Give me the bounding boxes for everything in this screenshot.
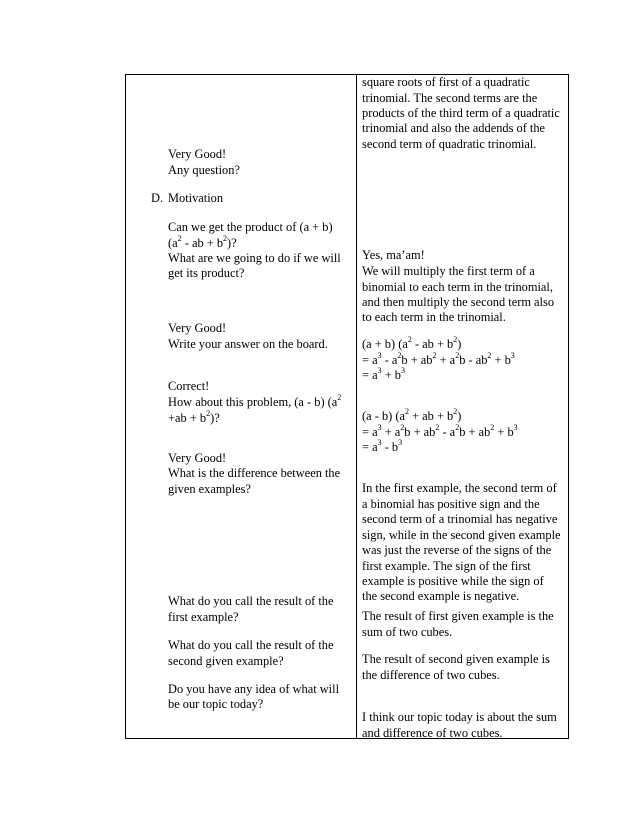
question-result1-line2: first example? bbox=[168, 610, 239, 624]
sum-equation-line3: = $a^3 + b^3$ bbox=[362, 365, 405, 382]
answer-paragraph-line: The result of first given example is the bbox=[362, 609, 554, 623]
question-result2-line1: What do you call the result of the bbox=[168, 638, 334, 652]
question-difference-line1: How about this problem, (a - b) ($a^2$ bbox=[168, 392, 342, 409]
yes-maam-text: Yes, ma’am! bbox=[362, 248, 425, 262]
question-topic-line2: be our topic today? bbox=[168, 697, 264, 711]
difference-equation-line3: = $a^3 - b^3$ bbox=[362, 437, 403, 454]
correct-text: Correct! bbox=[168, 379, 210, 393]
answer-paragraph-line: trinomial and also the addends of the bbox=[362, 121, 546, 135]
question-result2-line2: second given example? bbox=[168, 654, 284, 668]
section-title: Motivation bbox=[168, 191, 224, 205]
question-compare-line1: What is the difference between the bbox=[168, 466, 341, 480]
question-result1-line1: What do you call the result of the bbox=[168, 594, 334, 608]
answer-paragraph-line: In the first example, the second term of bbox=[362, 481, 557, 495]
answer-paragraph-line: example is positive while the sign of bbox=[362, 574, 544, 588]
answer-paragraph-line: the second example is negative. bbox=[362, 589, 520, 603]
answer-paragraph-line: second term of quadratic trinomial. bbox=[362, 137, 537, 151]
answer-paragraph-line: a binomial has positive sign and the bbox=[362, 497, 540, 511]
question-product-line4: get its product? bbox=[168, 266, 245, 280]
very-good-text: Very Good! bbox=[168, 451, 227, 465]
answer-paragraph-line: The result of second given example is bbox=[362, 652, 550, 666]
write-answer-text: Write your answer on the board. bbox=[168, 337, 328, 351]
answer-paragraph-line: binomial to each term in the trinomial, bbox=[362, 280, 553, 294]
answer-paragraph-line: and then multiply the second term also bbox=[362, 295, 555, 309]
answer-paragraph-line: was just the reverse of the signs of the bbox=[362, 543, 552, 557]
question-product-line1: Can we get the product of (a + b) bbox=[168, 220, 333, 234]
question-topic-line1: Do you have any idea of what will bbox=[168, 682, 340, 696]
any-question-text: Any question? bbox=[168, 163, 240, 177]
answer-paragraph-line: first example. The sign of the first bbox=[362, 559, 531, 573]
answer-paragraph-line: and difference of two cubes. bbox=[362, 726, 503, 740]
answer-paragraph-line: second term of a trinomial has negative bbox=[362, 512, 558, 526]
very-good-text: Very Good! bbox=[168, 147, 227, 161]
answer-paragraph-line: I think our topic today is about the sum bbox=[362, 710, 557, 724]
answer-paragraph-line: the difference of two cubes. bbox=[362, 668, 500, 682]
answer-paragraph-line: sum of two cubes. bbox=[362, 625, 453, 639]
answer-paragraph-line: products of the third term of a quadratic bbox=[362, 106, 560, 120]
answer-paragraph-line: trinomial. The second terms are the bbox=[362, 91, 538, 105]
question-compare-line2: given examples? bbox=[168, 482, 251, 496]
very-good-text: Very Good! bbox=[168, 321, 227, 335]
section-letter: D. bbox=[151, 191, 164, 205]
difference-equation-line1: (a - b) ($a^2$ + ab + $b^2$) bbox=[362, 406, 462, 423]
answer-paragraph-line: sign, while in the second given example bbox=[362, 528, 561, 542]
sum-equation-line1: (a + b) ($a^2$ - ab + $b^2$) bbox=[362, 334, 462, 351]
answer-paragraph-line: We will multiply the first term of a bbox=[362, 264, 535, 278]
answer-paragraph-line: to each term in the trinomial. bbox=[362, 310, 506, 324]
question-difference-line2: $+ab + b^2$)? bbox=[168, 408, 220, 425]
difference-equation-line2: = $a^3 + a^2b + ab^2 - a^2b + ab^2 + b^3$ bbox=[362, 422, 518, 439]
question-product-line2: ($a^2$ - ab + $b^2$)? bbox=[168, 233, 237, 250]
sum-equation-line2: = $a^3 - a^2b + ab^2 + a^2b - ab^2 + b^3$ bbox=[362, 350, 515, 367]
question-product-line3: What are we going to do if we will bbox=[168, 251, 341, 265]
answer-paragraph-line: square roots of first of a quadratic bbox=[362, 75, 530, 89]
column-divider bbox=[356, 75, 357, 738]
